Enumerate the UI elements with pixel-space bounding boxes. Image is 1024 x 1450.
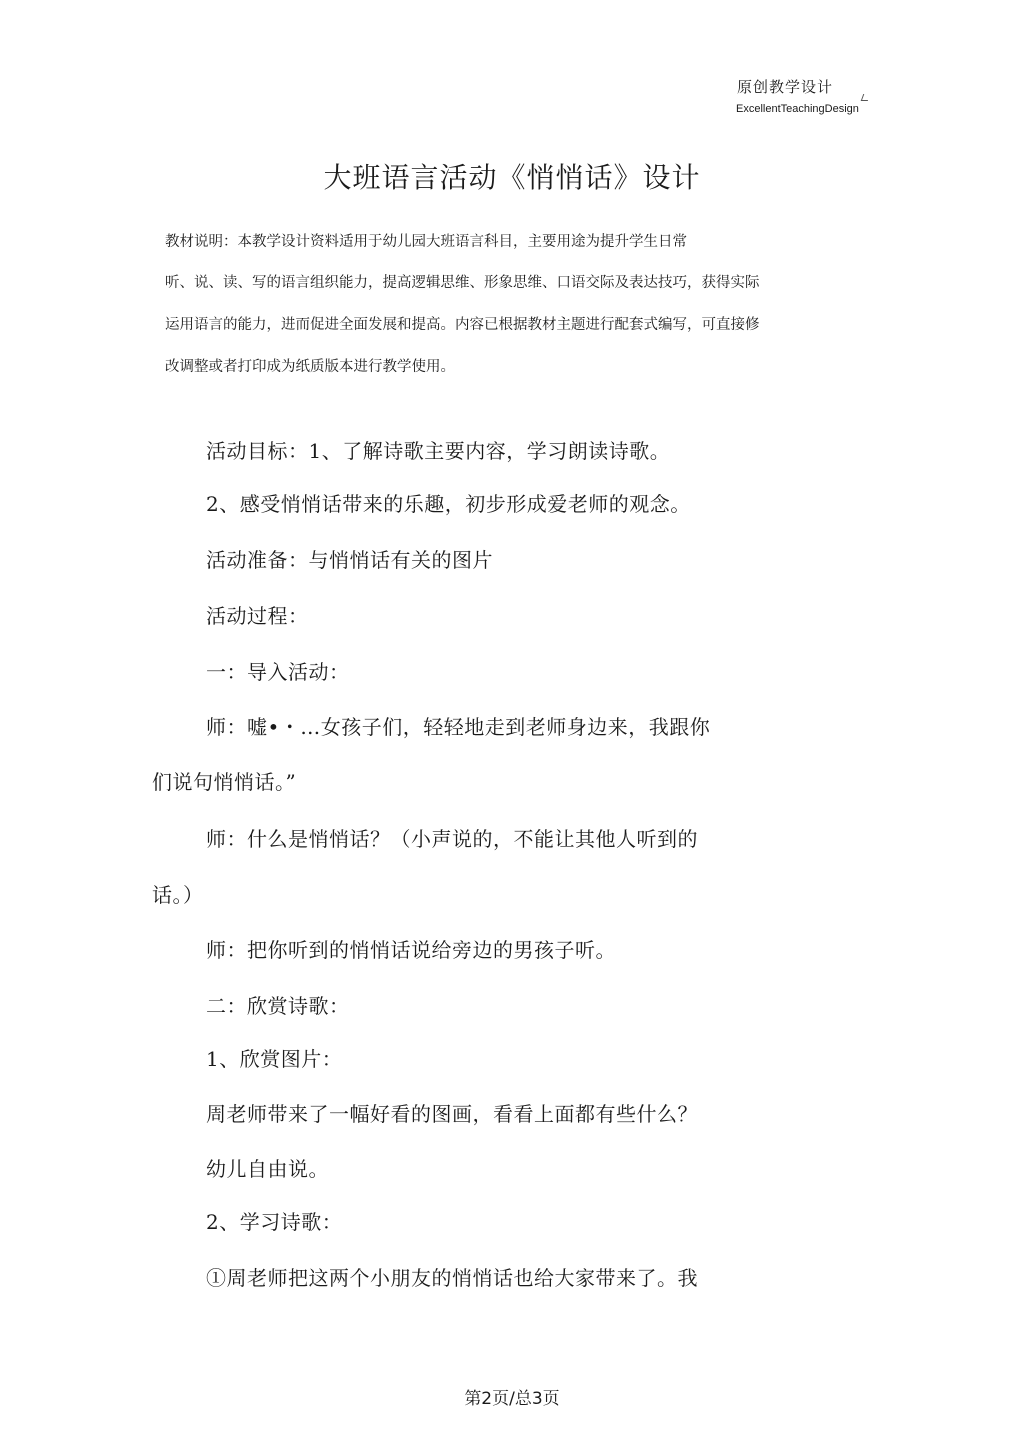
description-line: 教材说明：本教学设计资料适用于幼儿园大班语言科目，主要用途为提升学生日常 xyxy=(165,234,687,250)
body-line: 周老师带来了一幅好看的图画，看看上面都有些什么？ xyxy=(206,1102,698,1126)
header-brand-en: ExcellentTeachingDesign xyxy=(736,103,859,115)
body-line: 活动过程： xyxy=(206,604,309,628)
body-line: 1、欣赏图片： xyxy=(206,1047,343,1071)
body-line: 们说句悄悄话。” xyxy=(152,770,297,794)
description-line: 改调整或者打印成为纸质版本进行教学使用。 xyxy=(165,359,455,375)
body-line: 幼儿自由说。 xyxy=(206,1157,329,1181)
body-line: 一：导入活动： xyxy=(206,660,350,684)
header-brand-cn: 原创教学设计 xyxy=(737,78,834,96)
body-line: 2、学习诗歌： xyxy=(206,1210,343,1234)
description-line: 运用语言的能力，进而促进全面发展和提高。内容已根据教材主题进行配套式编写，可直接修 xyxy=(165,317,760,333)
description-line: 听、说、读、写的语言组织能力，提高逻辑思维、形象思维、口语交际及表达技巧，获得实际 xyxy=(165,275,760,291)
page-number: 第2页/总3页 xyxy=(464,1389,560,1409)
document-title: 大班语言活动《悄悄话》设计 xyxy=(323,161,701,194)
body-line: 活动准备：与悄悄话有关的图片 xyxy=(206,548,493,572)
body-line: 师：什么是悄悄话？（小声说的，不能让其他人听到的 xyxy=(206,827,698,851)
body-line: 2、感受悄悄话带来的乐趣，初步形成爱老师的观念。 xyxy=(206,492,691,516)
body-line: ①周老师把这两个小朋友的悄悄话也给大家带来了。我 xyxy=(206,1266,698,1290)
body-line: 话。） xyxy=(152,883,204,907)
header-mark-icon xyxy=(861,94,871,101)
body-line: 师：把你听到的悄悄话说给旁边的男孩子听。 xyxy=(206,938,616,962)
body-line: 活动目标：1、了解诗歌主要内容，学习朗读诗歌。 xyxy=(206,439,671,463)
body-line: 二：欣赏诗歌： xyxy=(206,994,350,1018)
body-line: 师：嘘•・…女孩子们，轻轻地走到老师身边来，我跟你 xyxy=(206,715,711,739)
